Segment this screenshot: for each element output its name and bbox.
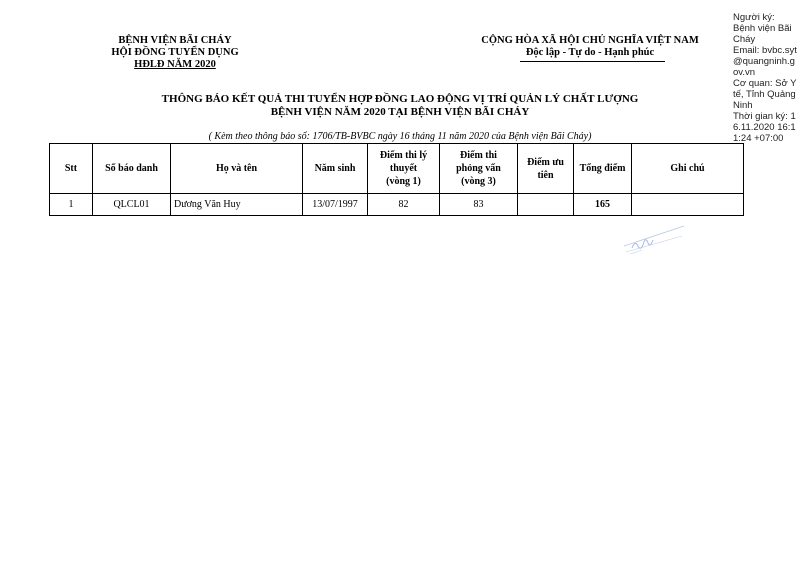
cell-dob: 13/07/1997 <box>303 194 368 216</box>
results-table <box>49 143 744 216</box>
cell-note <box>632 194 744 216</box>
digital-signature-info <box>733 12 799 144</box>
council-code: HĐLĐ NĂM 2020 <box>134 59 216 70</box>
col-header-name: Họ và tên <box>171 144 303 194</box>
nation-name: CỘNG HÒA XÃ HỘI CHỦ NGHĨA VIỆT NAM <box>481 35 699 46</box>
document-title <box>90 93 710 119</box>
document-subtitle: ( Kèm theo thông báo số: 1706/TB-BVBC ngày 16 tháng 11 năm 2020 của Bệnh viện Bãi Cháy) <box>208 131 592 142</box>
cell-sbd: QLCL01 <box>93 194 171 216</box>
col-header-interview: Điểm thi phỏng vấn (vòng 3) <box>440 144 518 194</box>
col-header-sbd: Số báo danh <box>93 144 171 194</box>
cell-theory: 82 <box>368 194 440 216</box>
motto-underline <box>520 61 665 62</box>
col-header-priority: Điểm ưu tiên <box>518 144 574 194</box>
signing-time: Thời gian ký: 16.11.2020 16:11:24 +07:00 <box>733 111 796 144</box>
signature-stamp-icon <box>622 222 686 256</box>
title-line-1: THÔNG BÁO KẾT QUẢ THI TUYỂN HỢP ĐỒNG LAO ĐỘNG VỊ TRÍ QUẢN LÝ CHẤT LƯỢNG <box>161 93 639 105</box>
signer-agency: Cơ quan: Sở Y tế, Tỉnh Quảng Ninh <box>733 78 797 111</box>
col-header-total: Tổng điểm <box>574 144 632 194</box>
col-header-note: Ghi chú <box>632 144 744 194</box>
cell-interview: 83 <box>440 194 518 216</box>
table-header-row <box>50 144 744 194</box>
org-name: BỆNH VIỆN BÃI CHÁY <box>118 35 232 46</box>
cell-priority <box>518 194 574 216</box>
header-right <box>455 35 725 59</box>
signer-email: Email: bvbc.syt@quangninh.gov.vn <box>733 45 797 78</box>
col-header-stt: Stt <box>50 144 93 194</box>
col-header-theory: Điểm thi lý thuyết (vòng 1) <box>368 144 440 194</box>
signer-name: Bệnh viện Bãi Cháy <box>733 23 792 45</box>
motto: Độc lập - Tự do - Hạnh phúc <box>525 47 655 58</box>
cell-name: Dương Văn Huy <box>171 194 303 216</box>
signer-label: Người ký: <box>733 12 775 23</box>
title-line-2: BỆNH VIỆN NĂM 2020 TẠI BỆNH VIỆN BÃI CHÁY <box>270 106 530 118</box>
header-left <box>60 35 290 71</box>
col-header-dob: Năm sinh <box>303 144 368 194</box>
cell-stt: 1 <box>50 194 93 216</box>
cell-total: 165 <box>574 194 632 216</box>
table-row <box>50 194 744 216</box>
council-name: HỘI ĐỒNG TUYỂN DỤNG <box>111 47 239 58</box>
